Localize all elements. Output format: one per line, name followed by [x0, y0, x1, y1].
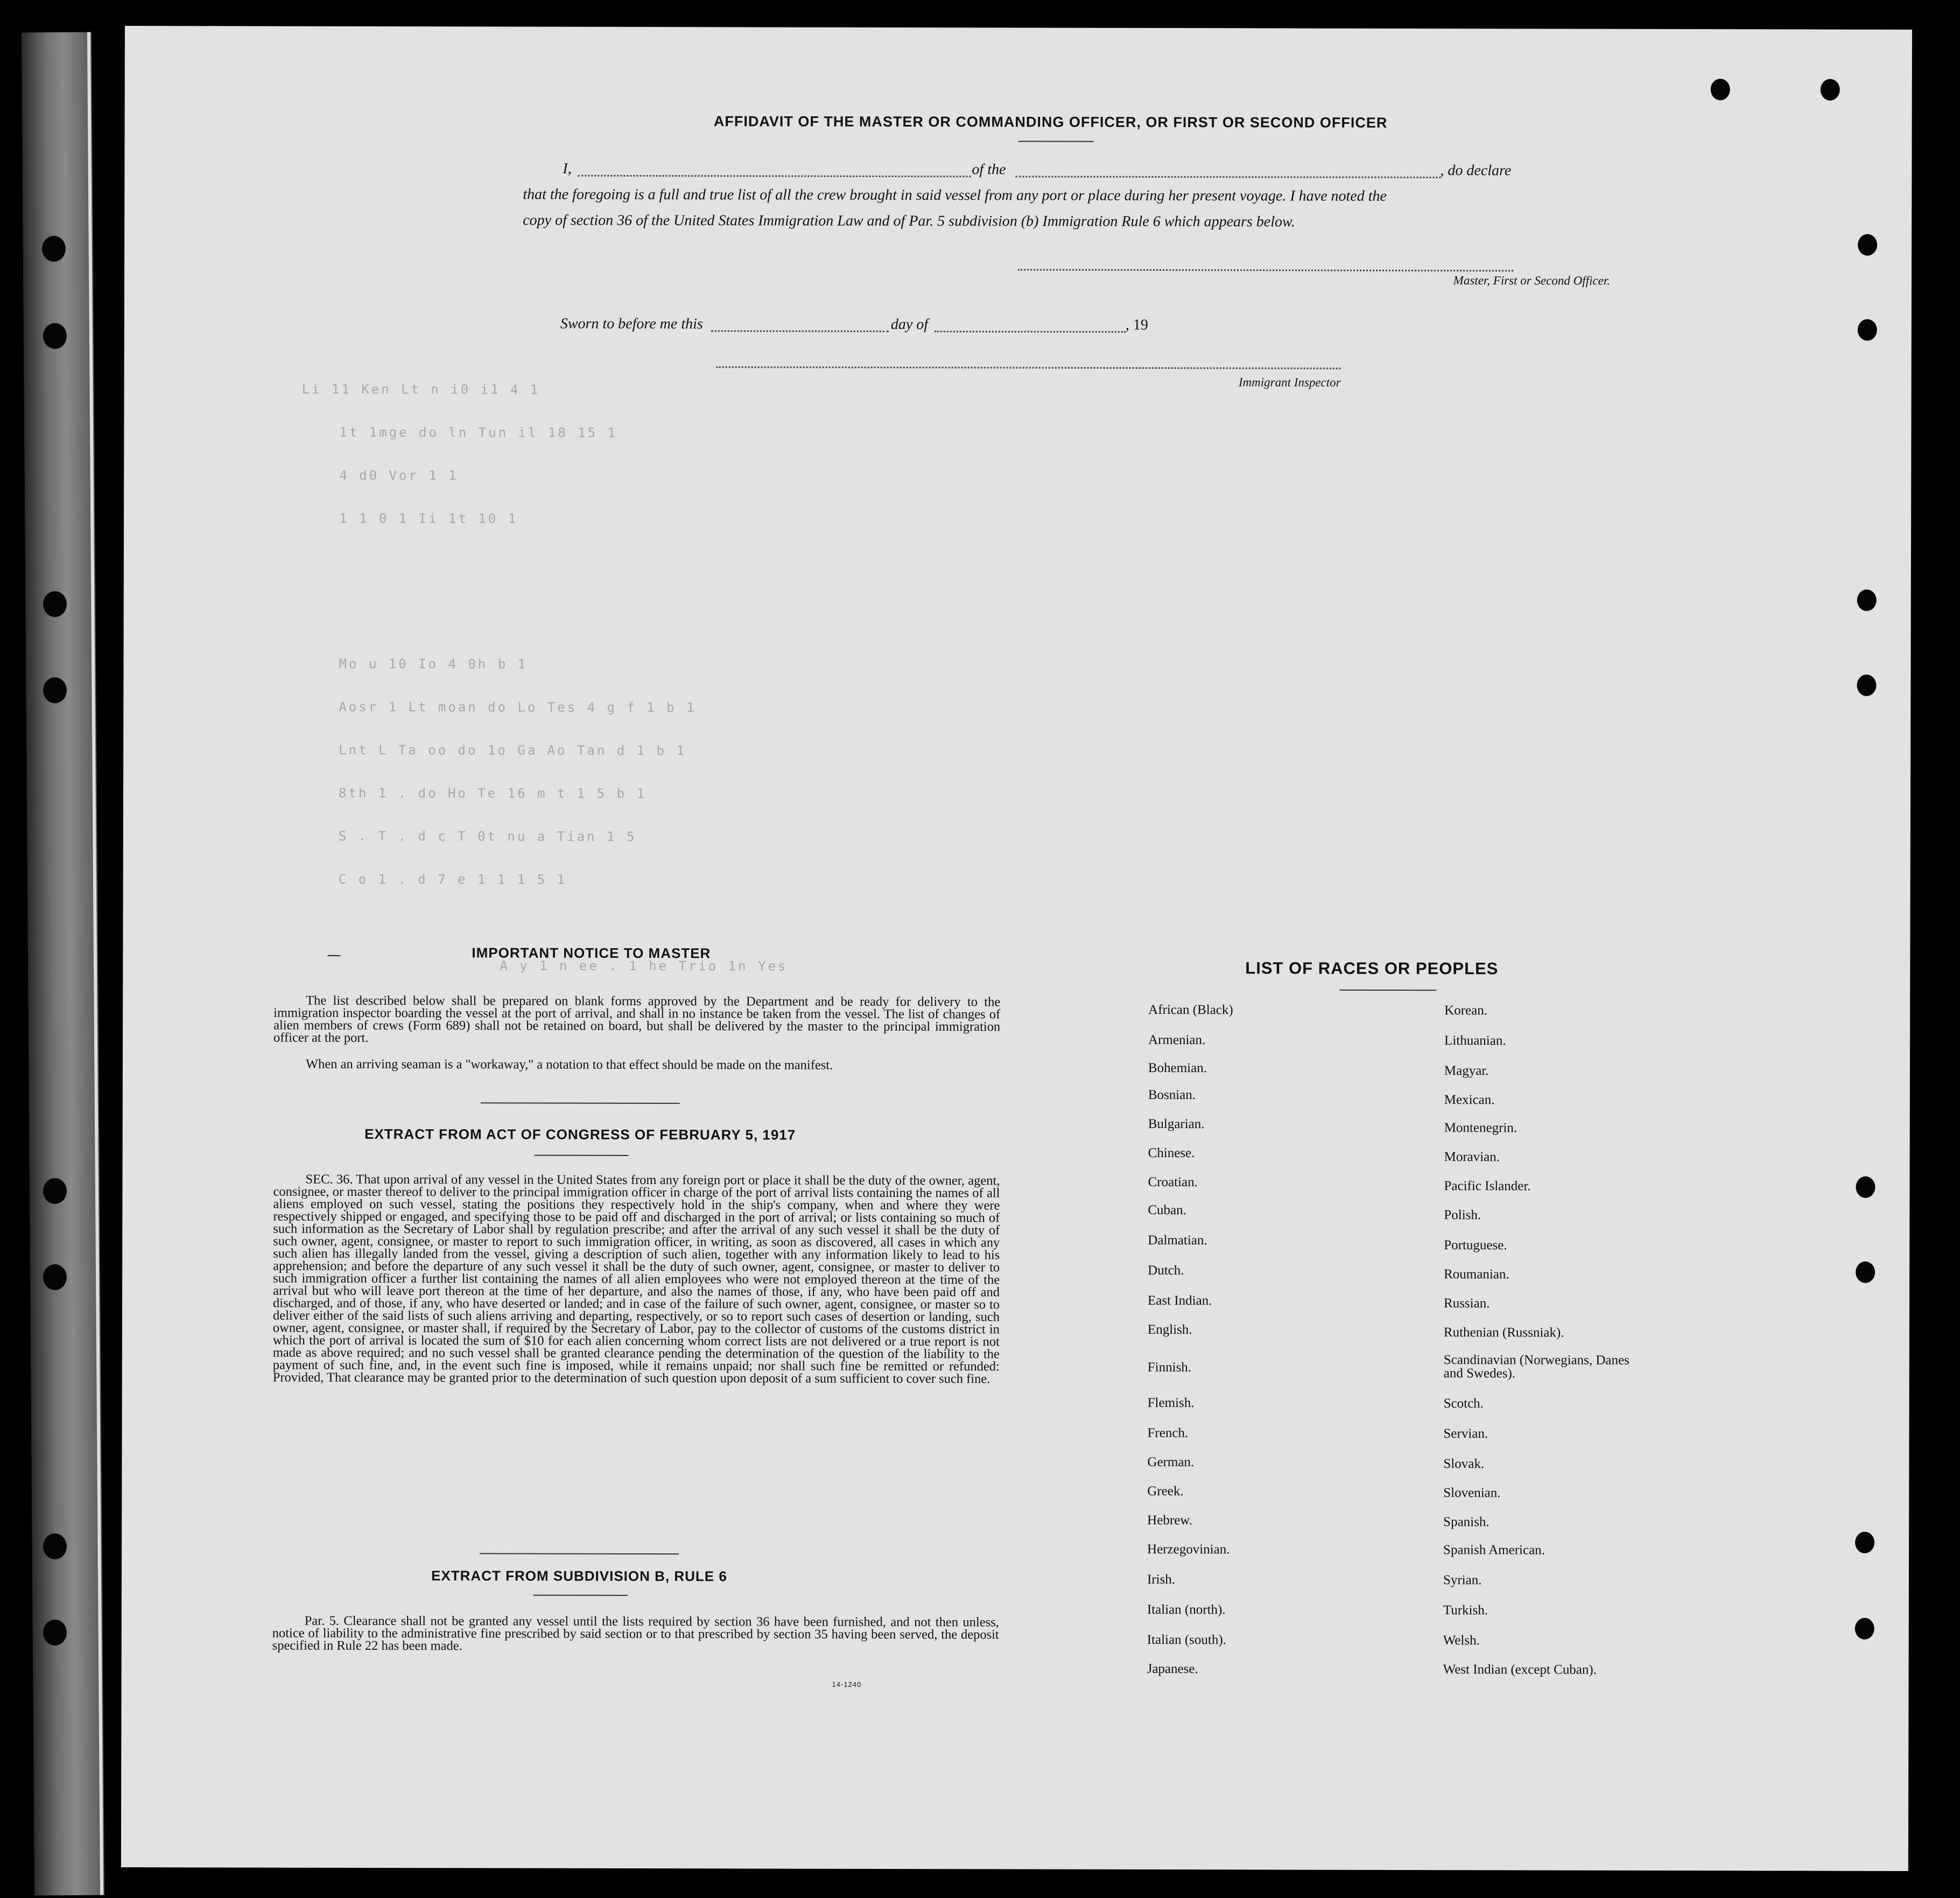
race-item: Dalmatian. [1148, 1232, 1207, 1248]
sworn-year: , 19 [1125, 316, 1148, 333]
bleed-through-text: Li 11 Ken Lt n i0 i1 4 1 1t 1mge do ln Tun il 18 15 1 4 d0 Vor 1 1 1 1 0 1 Ii 1t 10 1 Mo u 10 Io 4 0h b 1 Aosr 1 Lt moan do Lo Tes 4 g f 1 b 1 Lnt L Ta oo do 1o Ga Ao Tan d 1 b 1 8th 1 . do Ho Te 16 m t 1 5 b 1 S . T . d c T 0t nu a Tian 1 5 C o 1 . d 7 e 1 1 1 5 1 A y 1 n ee . 1 he Trio 1n Yes [301, 381, 788, 974]
race-item: Korean. [1444, 1003, 1488, 1018]
race-item: German. [1147, 1454, 1195, 1470]
race-item: Bulgarian. [1148, 1116, 1205, 1132]
punch-hole [43, 1264, 67, 1290]
race-item: Bohemian. [1148, 1060, 1207, 1076]
race-item: Irish. [1147, 1572, 1176, 1587]
race-item: Lithuanian. [1444, 1033, 1506, 1048]
race-item: African (Black) [1148, 1002, 1233, 1018]
punch-hole [42, 236, 66, 262]
race-item: Slovak. [1443, 1456, 1485, 1472]
race-item: Croatian. [1148, 1174, 1198, 1190]
affidavit-of-the: of the [972, 161, 1006, 178]
race-item: Russian. [1444, 1296, 1490, 1311]
divider [481, 1102, 680, 1104]
rule-extract-text: Par. 5. Clearance shall not be granted any vessel until the lists required by section 36 have been furnished, and not then unless, notice of liability to the administrative fine prescribed by said section or to that prescribed by section 35 having been served, the deposit specified in Rule 22 has been made. [272, 1613, 999, 1654]
signature-caption: Master, First or Second Officer. [1453, 274, 1611, 288]
race-item: Finnish. [1147, 1360, 1192, 1375]
punch-hole [1855, 1532, 1874, 1553]
day-line [711, 330, 889, 332]
punch-hole [43, 1620, 67, 1645]
title-divider [1018, 141, 1094, 142]
race-item: Magyar. [1444, 1063, 1489, 1078]
race-item: Portuguese. [1444, 1238, 1507, 1253]
race-item: Chinese. [1148, 1145, 1195, 1161]
race-item: Cuban. [1148, 1202, 1186, 1218]
punch-hole [1855, 1618, 1874, 1640]
race-item: Greek. [1147, 1483, 1184, 1499]
races-divider [1339, 990, 1436, 991]
inspector-signature-line [716, 366, 1341, 369]
divider [535, 1155, 629, 1156]
race-item: Syrian. [1443, 1573, 1482, 1588]
vessel-line [1015, 176, 1441, 178]
divider [533, 1595, 628, 1596]
punch-hole [1858, 319, 1877, 341]
notice-paragraph-2: When an arriving seaman is a "workaway," a notation to that effect should be made on the manifest. [305, 1056, 833, 1073]
inspector-caption: Immigrant Inspector [1238, 375, 1341, 389]
race-item: Welsh. [1443, 1633, 1480, 1648]
punch-hole [1711, 79, 1730, 100]
affidavit-line-3: copy of section 36 of the United States Immigration Law and of Par. 5 subdivision (b) Immigration Rule 6 which appears below. [523, 212, 1295, 230]
act-extract-text: SEC. 36. That upon arrival of any vessel in the United States from any foreign port or place it shall be the duty of the owner, agent, consignee, or master thereof to deliver to the principal immigration officer in charge of the port of arrival lists containing the names of all aliens employed on such vessel, stating the positions they respectively hold in the ship's company, when and where they were respectively shipped or engaged, and specifying those to be paid off and discharged in the port of arrival; or lists containing so much of such information as the Secretary of Labor shall by regulation prescribe; and after the arrival of any such vessel it shall be the duty of such owner, agent, consignee, or master to report to such immigration officer, in writing, as soon as discovered, all cases in which any such alien has illegally landed from the vessel, giving a description of such alien, together with any information likely to lead to his apprehension; and before the departure of any such vessel it shall be the duty of such owner, agent, consignee, or master to deliver to such immigration officer a further list containing the names of all alien employees who were not employed thereon at the time of the arrival but who will leave port thereon at the time of her departure, and also the names of those, if any, who have been paid off and discharged, and of those, if any, who have deserted or landed; and in case of the failure of such owner, agent, consignee, or master so to deliver either of the said lists of such aliens arriving and departing, respectively, or so to report such cases of desertion or landing, such owner, agent, consignee, or master shall, if required by the Secretary of Labor, pay to the collector of customs of the customs district in which the port of arrival is located the sum of $10 for each alien concerning whom correct lists are not delivered or a true report is not made as above required; and no such vessel shall be granted clearance pending the determination of the question of the liability to the payment of such fine, and, in the event such fine is imposed, while it remains unpaid; nor shall such fine be remitted or refunded: Provided, That clearance may be granted prior to the determination of such question upon deposit of a sum sufficient to cover such fine. [272, 1172, 1000, 1386]
notice-paragraph-1: The list described below shall be prepared on blank forms approved by the Department and be ready for delivery to the immigration inspector boarding the vessel at the port of arrival, and shall in no instance be taken from the vessel. The list of changes of alien members of crews (Form 689) shall not be retained on board, but shall be delivered by the master to the principal immigration officer at the port. [273, 993, 1001, 1045]
race-item: Dutch. [1148, 1263, 1184, 1278]
race-item: Italian (north). [1147, 1602, 1226, 1617]
affidavit-do-declare: , do declare [1440, 162, 1512, 179]
month-line [935, 331, 1126, 333]
race-item: French. [1147, 1425, 1189, 1441]
race-item: Armenian. [1148, 1032, 1206, 1048]
affidavit-i: I, [563, 160, 572, 177]
binding-edge [22, 32, 104, 1896]
punch-hole [43, 677, 67, 703]
punch-hole [43, 323, 67, 349]
race-item: Scandinavian (Norwegians, Danes and Swedes). [1443, 1353, 1629, 1381]
race-item: Moravian. [1444, 1150, 1500, 1165]
race-item: Bosnian. [1148, 1087, 1196, 1103]
race-item: Herzegovinian. [1147, 1542, 1230, 1557]
form-sheet [121, 26, 1912, 1871]
punch-hole [1856, 1176, 1875, 1198]
race-item: Spanish American. [1443, 1543, 1545, 1558]
punch-hole [43, 1533, 67, 1559]
race-item: Slovenian. [1443, 1486, 1501, 1501]
race-item: Hebrew. [1147, 1512, 1192, 1528]
punch-hole [1857, 590, 1877, 611]
race-item: Turkish. [1443, 1603, 1488, 1618]
race-item: Spanish. [1443, 1515, 1490, 1530]
punch-hole [1858, 234, 1877, 256]
race-item: Italian (south). [1147, 1632, 1226, 1648]
divider [480, 1553, 679, 1554]
affidavit-title: AFFIDAVIT OF THE MASTER OR COMMANDING OFFICER, OR FIRST OR SECOND OFFICER [713, 113, 1388, 131]
name-line [578, 175, 971, 178]
punch-hole [43, 591, 67, 617]
affidavit-line-2: that the foregoing is a full and true list of all the crew brought in said vessel from any port or place during her present voyage. I have noted the [523, 186, 1387, 205]
sworn-day-of: day of [890, 316, 929, 333]
race-item: Polish. [1444, 1208, 1481, 1223]
race-item: Ruthenian (Russniak). [1443, 1325, 1564, 1340]
race-item: Servian. [1443, 1426, 1488, 1441]
form-number: 14-1240 [832, 1680, 862, 1689]
punch-hole [43, 1178, 67, 1204]
race-item: English. [1147, 1322, 1192, 1337]
act-extract-title: EXTRACT FROM ACT OF CONGRESS OF FEBRUARY 5, 1917 [364, 1125, 796, 1143]
rule-extract-title: EXTRACT FROM SUBDIVISION B, RULE 6 [431, 1567, 727, 1585]
race-item: Pacific Islander. [1444, 1179, 1531, 1194]
race-item: Flemish. [1147, 1395, 1195, 1411]
race-item: Japanese. [1147, 1661, 1198, 1677]
race-item: East Indian. [1148, 1293, 1212, 1308]
notice-dash [327, 955, 340, 956]
race-item: West Indian (except Cuban). [1443, 1662, 1597, 1677]
punch-hole [1821, 79, 1840, 101]
races-title: LIST OF RACES OR PEOPLES [1245, 958, 1499, 978]
punch-hole [1857, 675, 1876, 696]
sworn-prefix: Sworn to before me this [560, 315, 703, 333]
notice-title: IMPORTANT NOTICE TO MASTER [472, 944, 711, 962]
race-item: Scotch. [1443, 1396, 1484, 1411]
race-item: Montenegrin. [1444, 1120, 1518, 1136]
race-item: Roumanian. [1444, 1267, 1509, 1282]
race-item: Mexican. [1444, 1092, 1495, 1108]
signature-line [1018, 269, 1513, 271]
punch-hole [1856, 1262, 1875, 1283]
